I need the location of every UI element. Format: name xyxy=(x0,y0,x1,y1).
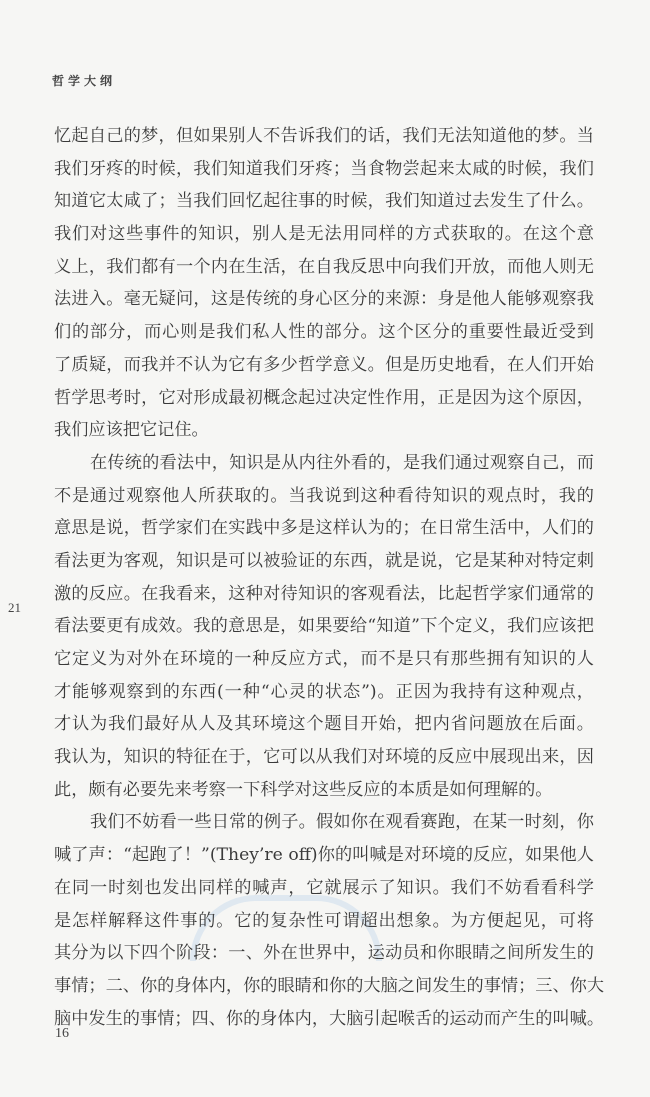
text-line: 事情；二、你的身体内，你的眼睛和你的大脑之间发生的事情；三、你大 xyxy=(54,975,605,996)
text-line: 看法要更有成效。我的意思是，如果要给“知道”下个定义，我们应该把 xyxy=(54,616,594,637)
text-line: 了质疑，而我并不认为它有多少哲学意义。但是历史地看，在人们开始 xyxy=(54,354,594,375)
text-line: 脑中发生的事情；四、你的身体内，大脑引起喉舌的运动而产生的叫喊。 xyxy=(54,1008,605,1029)
text-line: 是怎样解释这件事的。它的复杂性可谓超出想象。为方便起见，可将 xyxy=(54,910,594,931)
text-line: 它定义为对外在环境的一种反应方式，而不是只有那些拥有知识的人 xyxy=(54,649,594,669)
text-line: 激的反应。在我看来，这种对待知识的客观看法，比起哲学家们通常的 xyxy=(54,583,594,604)
text-line: 我认为，知识的特征在于，它可以从我们对环境的反应中展现出来，因 xyxy=(54,747,594,768)
body-text xyxy=(54,120,605,1035)
text-line: 法进入。毫无疑问，这是传统的身心区分的来源：身是他人能够观察我 xyxy=(54,289,594,310)
text-line: 看法更为客观，知识是可以被验证的东西，就是说，它是某种对特定刺 xyxy=(54,550,594,571)
text-line: 我们不妨看一些日常的例子。假如你在观看赛跑，在某一时刻，你 xyxy=(90,812,594,833)
text-line: 才认为我们最好从人及其环境这个题目开始，把内省问题放在后面。 xyxy=(54,714,594,735)
text-line: 此，颇有必要先来考察一下科学对这些反应的本质是如何理解的。 xyxy=(54,779,553,800)
paragraph xyxy=(54,806,605,1035)
paragraph xyxy=(54,120,594,447)
text-line: 们的部分，而心则是我们私人性的部分。这个区分的重要性最近受到 xyxy=(54,322,594,343)
paragraph xyxy=(54,447,594,807)
text-line: 意思是说，哲学家们在实践中多是这样认为的；在日常生活中，人们的 xyxy=(54,518,594,539)
text-line: 我们对这些事件的知识，别人是无法用同样的方式获取的。在这个意 xyxy=(54,224,594,245)
text-line: 在同一时刻也发出同样的喊声，它就展示了知识。我们不妨看看科学 xyxy=(54,877,594,898)
margin-page-number: 21 xyxy=(8,600,21,615)
text-line: 其分为以下四个阶段：一、外在世界中，运动员和你眼睛之间所发生的 xyxy=(54,943,594,964)
text-line: 喊了声：“起跑了！”(They’re off)你的叫喊是对环境的反应，如果他人 xyxy=(54,845,594,866)
text-line: 我们应该把它记住。 xyxy=(54,420,209,441)
text-line: 哲学思考时，它对形成最初概念起过决定性作用，正是因为这个原因， xyxy=(54,387,594,408)
text-line: 忆起自己的梦，但如果别人不告诉我们的话，我们无法知道他的梦。当 xyxy=(54,126,594,146)
text-line: 才能够观察到的东西(一种“心灵的状态”)。正因为我持有这种观点， xyxy=(54,681,594,702)
text-line: 我们牙疼的时候，我们知道我们牙疼；当食物尝起来太咸的时候，我们 xyxy=(54,158,594,179)
page-number: 16 xyxy=(55,1026,69,1041)
running-header: 哲学大纲 xyxy=(52,74,117,88)
text-line: 在传统的看法中，知识是从内往外看的，是我们通过观察自己，而 xyxy=(90,452,594,473)
text-line: 义上，我们都有一个内在生活，在自我反思中向我们开放，而他人则无 xyxy=(54,256,594,277)
text-line: 不是通过观察他人所获取的。当我说到这种看待知识的观点时，我的 xyxy=(54,485,594,506)
text-line: 知道它太咸了；当我们回忆起往事的时候，我们知道过去发生了什么。 xyxy=(54,191,594,212)
